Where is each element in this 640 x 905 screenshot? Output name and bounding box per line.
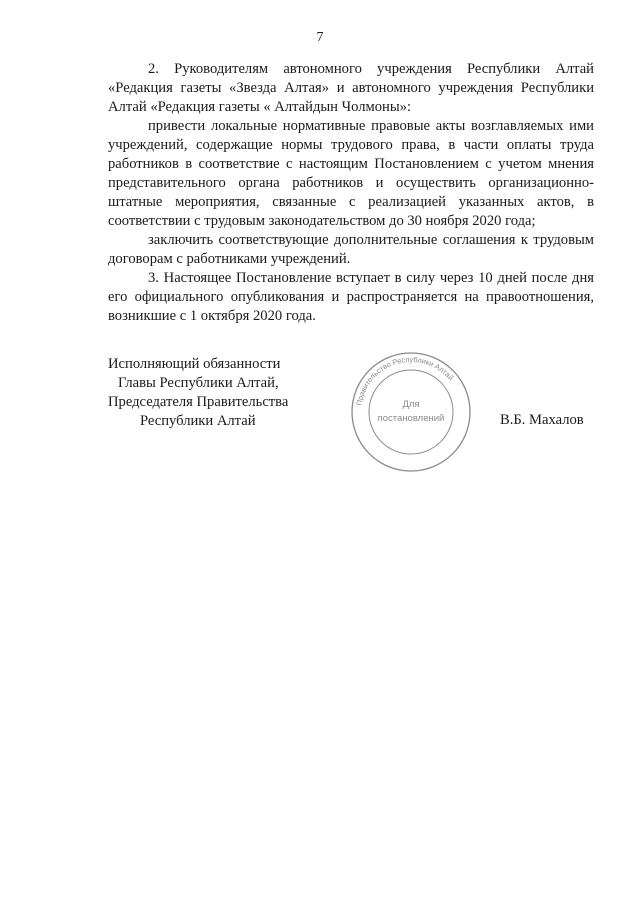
stamp-inner-text-1: Для — [402, 399, 420, 410]
subitem-1: привести локальные нормативные правовые акты возглавляемых ими учреждений, содержащие нормы трудового права, в части оплаты труда работников в соответствие с настоящим Постановлением с учетом мнения представительного органа работников и осуществить организационно-штатные мероприятия, связанные с реализацией указанных актов, в соответствии с трудовым законодательством до 30 ноября 2020 года; — [108, 118, 594, 229]
stamp-outer-text: Правительство Республики Алтай — [354, 354, 456, 407]
signatory-title — [108, 355, 328, 431]
signatory-name: В.Б. Махалов — [500, 412, 584, 428]
paragraph-3: 3. Настоящее Постановление вступает в силу через 10 дней после дня его официального опубликования и распространяется на правоотношения, возникшие с 1 октября 2020 года. — [108, 270, 594, 324]
paragraph-2: 2. Руководителям автономного учреждения Республики Алтай «Редакция газеты «Звезда Алтая» и автономного учреждения Республики Алтай «Редакция газеты « Алтайдын Чолмоны»: — [108, 61, 594, 115]
stamp-outer-ring — [352, 353, 470, 471]
signatory-title-line: Главы Республики Алтай, — [118, 375, 279, 391]
document-body — [108, 60, 594, 326]
stamp-inner-text-2: постановлений — [377, 413, 445, 424]
stamp-inner-ring — [369, 370, 453, 454]
signatory-title-line: Председателя Правительства — [108, 394, 289, 410]
signatory-title-line: Исполняющий обязанности — [108, 356, 281, 372]
official-stamp — [349, 350, 473, 474]
signatory-title-line: Республики Алтай — [140, 413, 256, 429]
page-number: 7 — [316, 30, 324, 45]
subitem-2: заключить соответствующие дополнительные соглашения к трудовым договорам с работниками учреждений. — [108, 232, 594, 267]
